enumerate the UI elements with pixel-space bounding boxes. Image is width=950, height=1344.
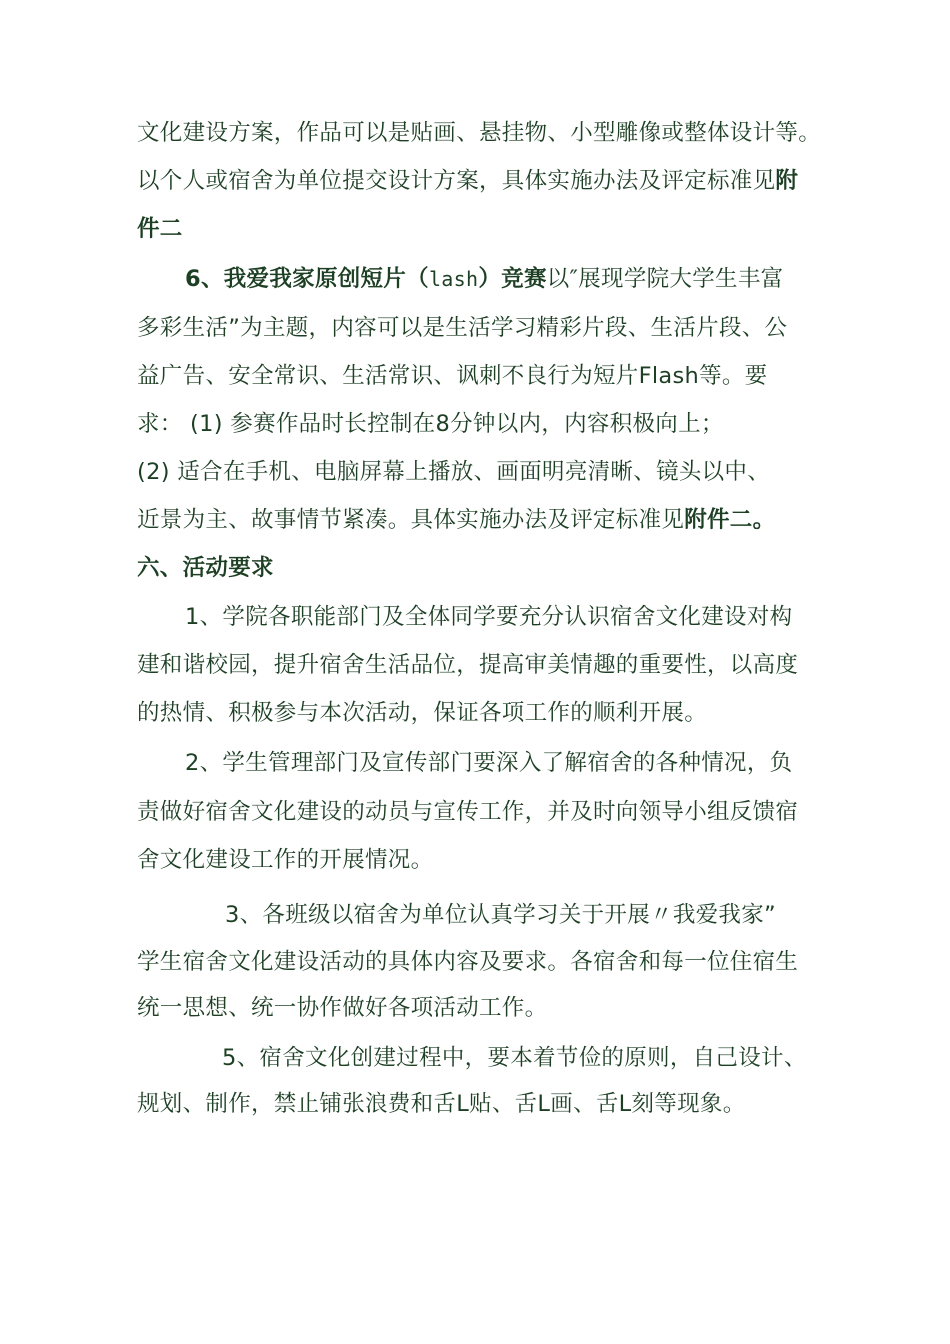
paragraph-line: 的热情、积极参与本次活动，保证各项工作的顺利开展。	[137, 700, 708, 726]
paragraph-line: 责做好宿舍文化建设的动员与宣传工作，并及时向领导小组反馈宿	[137, 799, 799, 825]
section-title: 六、活动要求	[137, 555, 274, 581]
paragraph-line: 2、学生管理部门及宣传部门要深入了解宿舍的各种情况，负	[185, 750, 793, 776]
paragraph-line: 3、各班级以宿舍为单位认真学习关于开展〃我爱我家”	[225, 902, 776, 928]
paragraph-line: 建和谐校园，提升宿舍生活品位，提高审美情趣的重要性，以高度	[137, 652, 799, 678]
paragraph-line: 文化建设方案，作品可以是贴画、悬挂物、小型雕像或整体设计等。	[137, 120, 822, 146]
paragraph-line: 学生宿舍文化建设活动的具体内容及要求。各宿舍和每一位住宿生	[137, 949, 799, 975]
paragraph-line: 多彩生活”为主题，内容可以是生活学习精彩片段、生活片段、公	[137, 315, 788, 341]
paragraph-line: 件二	[137, 216, 183, 242]
section-heading-line: 6、我爱我家原创短片（lash）竞赛以″展现学院大学生丰富	[185, 266, 784, 292]
paragraph-line: 规划、制作，禁止铺张浪费和舌L贴、舌L画、舌L刻等现象。	[137, 1091, 746, 1117]
paragraph-line: 以个人或宿舍为单位提交设计方案，具体实施办法及评定标准见附	[137, 168, 799, 194]
paragraph-line: 益广告、安全常识、生活常识、讽刺不良行为短片Flash等。要	[137, 363, 768, 389]
paragraph-line: 舍文化建设工作的开展情况。	[137, 847, 434, 873]
paragraph-line: (2) 适合在手机、电脑屏幕上播放、画面明亮清晰、镜头以中、	[137, 459, 771, 485]
paragraph-line: 求： (1) 参赛作品时长控制在8分钟以内，内容积极向上；	[137, 411, 724, 437]
paragraph-line: 统一思想、统一协作做好各项活动工作。	[137, 995, 548, 1021]
paragraph-line: 1、学院各职能部门及全体同学要充分认识宿舍文化建设对构	[185, 604, 793, 630]
paragraph-line: 近景为主、故事情节紧凑。具体实施办法及评定标准见附件二。	[137, 507, 776, 533]
paragraph-line: 5、宿舍文化创建过程中，要本着节俭的原则，自己设计、	[222, 1045, 807, 1071]
